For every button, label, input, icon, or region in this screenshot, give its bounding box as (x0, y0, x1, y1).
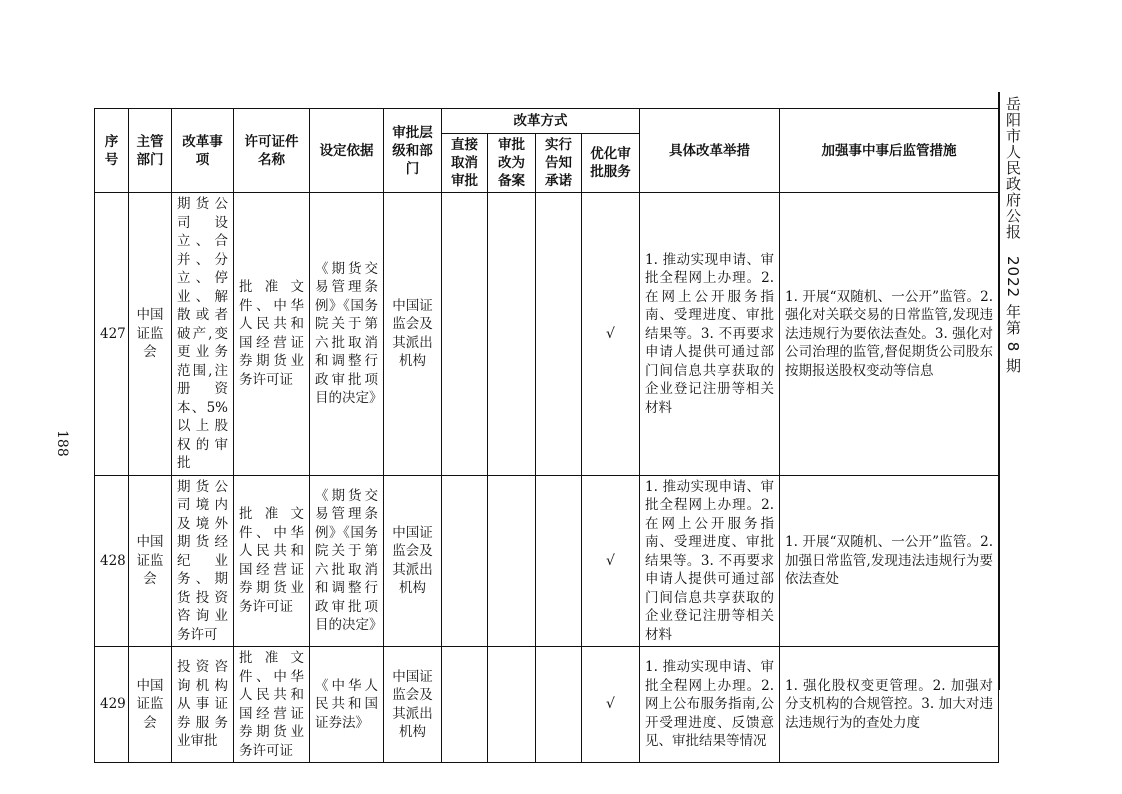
publication-header: 岳阳市人民政府公报 2022 年第 8 期 (1004, 96, 1022, 375)
row-supervision: 1. 开展“双随机、一公开”监管。2. 加强日常监管,发现违法违规行为要依法查处 (780, 475, 999, 647)
table-row (95, 647, 999, 763)
row-method-optimize-check: √ (582, 193, 640, 476)
row-item: 投资咨询机构从事证券服务业审批 (172, 647, 234, 763)
row-dept: 中国证监会 (129, 193, 172, 476)
header-license: 许可证件名称 (234, 109, 310, 193)
row-license: 批准文件、中华人民共和国经营证券期货业务许可证 (234, 193, 310, 476)
table-row (95, 193, 999, 476)
reform-table (94, 108, 999, 763)
row-basis: 《中华人民共和国证券法》 (310, 647, 384, 763)
row-measures: 1. 推动实现申请、审批全程网上办理。2. 网上公布服务指南,公开受理进度、反馈意见、审批结果等情况 (640, 647, 780, 763)
header-supervision: 加强事中事后监管措施 (780, 109, 999, 193)
row-level: 中国证监会及其派出机构 (384, 193, 442, 476)
header-measures: 具体改革举措 (640, 109, 780, 193)
row-seq: 427 (95, 193, 129, 476)
row-method-cancel (442, 193, 488, 476)
row-method-filing (488, 475, 536, 647)
row-method-notify (536, 475, 582, 647)
row-method-cancel (442, 647, 488, 763)
row-license: 批准文件、中华人民共和国经营证券期货业务许可证 (234, 475, 310, 647)
row-level: 中国证监会及其派出机构 (384, 475, 442, 647)
row-measures: 1. 推动实现申请、审批全程网上办理。2. 在网上公开服务指南、受理进度、审批结果等。3. 不再要求申请人提供可通过部门间信息共享获取的企业登记注册等相关材料 (640, 475, 780, 647)
row-basis: 《期货交易管理条例》《国务院关于第六批取消和调整行政审批项目的决定》 (310, 475, 384, 647)
row-method-optimize-check: √ (582, 647, 640, 763)
header-method-optimize: 优化审批服务 (582, 134, 640, 193)
header-basis: 设定依据 (310, 109, 384, 193)
row-license: 批准文件、中华人民共和国经营证券期货业务许可证 (234, 647, 310, 763)
row-basis: 《期货交易管理条例》《国务院关于第六批取消和调整行政审批项目的决定》 (310, 193, 384, 476)
row-seq: 429 (95, 647, 129, 763)
row-method-notify (536, 193, 582, 476)
header-item: 改革事项 (172, 109, 234, 193)
row-seq: 428 (95, 475, 129, 647)
header-dept: 主管部门 (129, 109, 172, 193)
row-item: 期货公司设立、合并、分立、停业、解散或者破产,变更业务范围,注册资本、5%以上股权的审批 (172, 193, 234, 476)
header-level: 审批层级和部门 (384, 109, 442, 193)
header-seq: 序号 (95, 109, 129, 193)
row-method-notify (536, 647, 582, 763)
row-measures: 1. 推动实现申请、审批全程网上办理。2. 在网上公开服务指南、受理进度、审批结果等。3. 不再要求申请人提供可通过部门间信息共享获取的企业登记注册等相关材料 (640, 193, 780, 476)
row-dept: 中国证监会 (129, 647, 172, 763)
row-method-filing (488, 647, 536, 763)
row-level: 中国证监会及其派出机构 (384, 647, 442, 763)
row-supervision: 1. 强化股权变更管理。2. 加强对分支机构的合规管控。3. 加大对违法违规行为的查处力度 (780, 647, 999, 763)
row-method-cancel (442, 475, 488, 647)
row-method-filing (488, 193, 536, 476)
header-method-cancel: 直接取消审批 (442, 134, 488, 193)
header-method-filing: 审批改为备案 (488, 134, 536, 193)
row-supervision: 1. 开展“双随机、一公开”监管。2. 强化对关联交易的日常监管,发现违法违规行为要依法查处。3. 强化对公司治理的监管,督促期货公司股东按期报送股权变动等信息 (780, 193, 999, 476)
row-dept: 中国证监会 (129, 475, 172, 647)
header-method-group: 改革方式 (442, 109, 640, 134)
header-method-notify: 实行告知承诺 (536, 134, 582, 193)
row-method-optimize-check: √ (582, 475, 640, 647)
table-row (95, 475, 999, 647)
page-number: 188 (54, 430, 70, 457)
row-item: 期货公司境内及境外期货经纪业务、期货投资咨询业务许可 (172, 475, 234, 647)
